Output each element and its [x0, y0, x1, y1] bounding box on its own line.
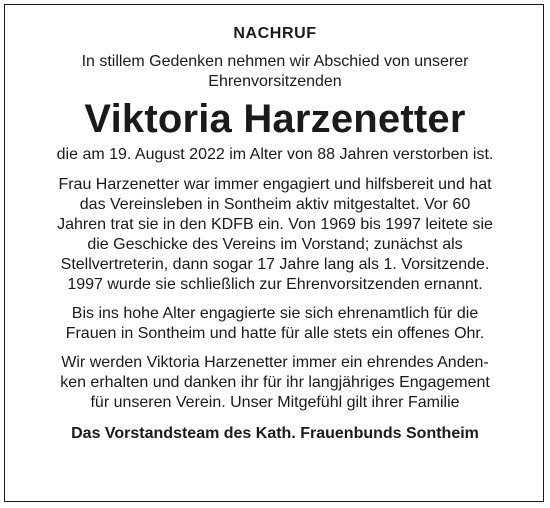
paragraph-remembrance: [0, 353, 550, 413]
intro-line: Ehrenvorsitzenden: [208, 73, 342, 90]
intro-text: [0, 52, 550, 92]
paragraph-line: ken erhalten und danken ihr für ihr langjähriges Engagement: [60, 374, 490, 391]
paragraph-line: Wir werden Viktoria Harzenetter immer ein ehrendes Anden-: [61, 354, 489, 371]
paragraph-line: die Geschicke des Vereins im Vorstand; zunächst als: [87, 236, 463, 253]
paragraph-line: Jahren trat sie in den KDFB ein. Von 1969 bis 1997 leitete sie: [57, 216, 493, 233]
death-date-line: die am 19. August 2022 im Alter von 88 Jahren verstorben ist.: [56, 146, 494, 163]
paragraph-line: für unseren Verein. Unser Mitgefühl gilt ihrer Familie: [90, 394, 460, 411]
signature: Das Vorstandsteam des Kath. Frauenbunds Sontheim: [71, 425, 479, 442]
paragraph-line: Bis ins hohe Alter engagierte sie sich ehrenamtlich für die: [71, 305, 479, 322]
paragraph-biography: [0, 175, 550, 295]
paragraph-line: Stellvertreterin, dann sogar 17 Jahre lang als 1. Vorsitzende.: [60, 256, 490, 273]
paragraph-line: 1997 wurde sie schließlich zur Ehrenvorsitzenden ernannt.: [67, 276, 483, 293]
paragraph-line: Frau Harzenetter war immer engagiert und hilfsbereit und hat: [58, 176, 492, 193]
paragraph-line: Frauen in Sontheim und hatte für alle stets ein offenes Ohr.: [65, 325, 485, 342]
deceased-name: Viktoria Harzenetter: [84, 97, 466, 141]
paragraph-line: das Vereinsleben in Sontheim aktiv mitgestaltet. Vor 60: [79, 196, 471, 213]
intro-line: In stillem Gedenken nehmen wir Abschied von unserer: [81, 53, 469, 70]
notice-heading: NACHRUF: [233, 25, 317, 42]
paragraph-volunteering: [0, 304, 550, 344]
